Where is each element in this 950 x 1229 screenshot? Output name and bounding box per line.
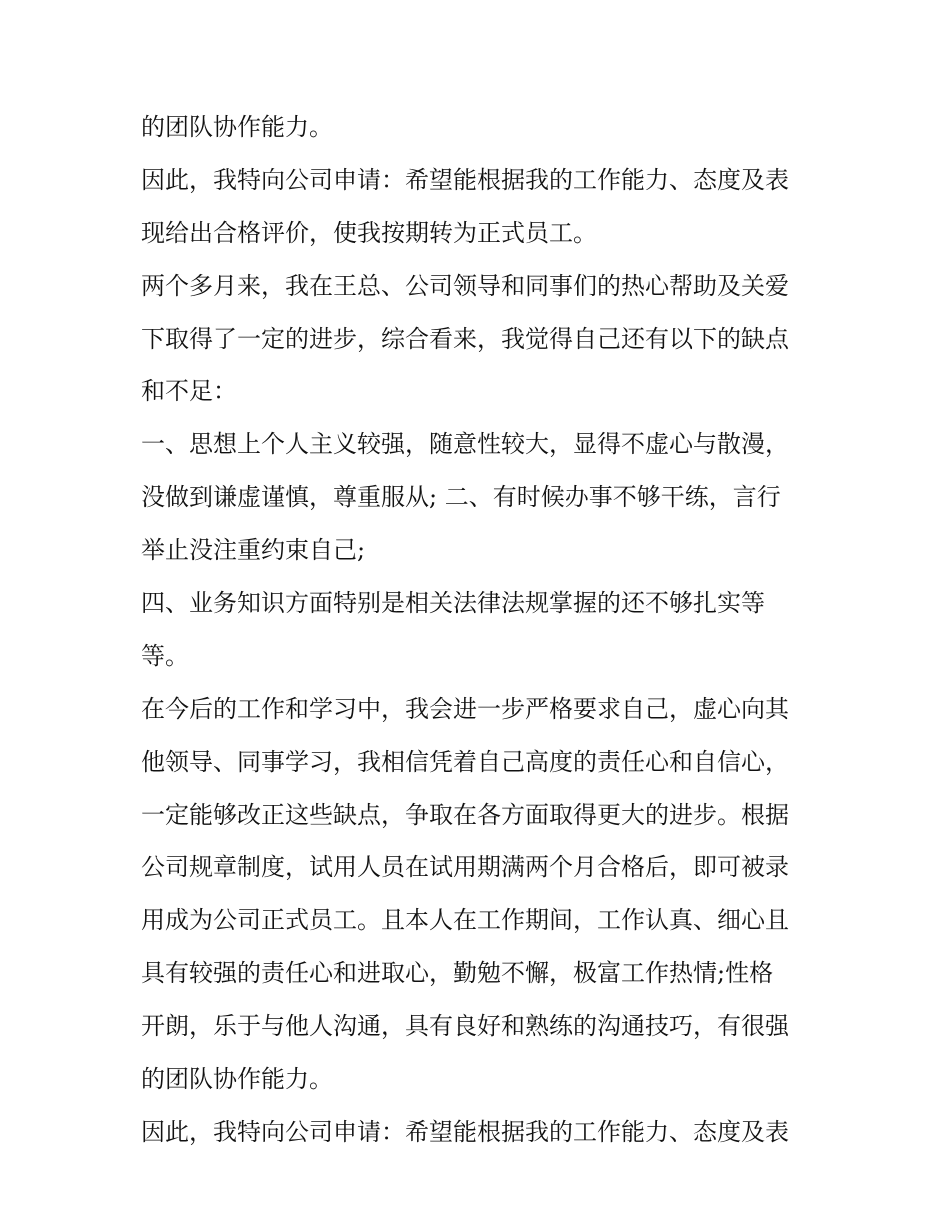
text-line: 四、业务知识方面特别是相关法律法规掌握的还不够扎实等: [141, 589, 765, 618]
text-line: 下取得了一定的进步，综合看来，我觉得自己还有以下的缺点: [141, 324, 789, 353]
text-line: 等。: [141, 641, 189, 670]
text-line: 因此，我特向公司申请：希望能根据我的工作能力、态度及表: [141, 1117, 789, 1146]
text-line: 两个多月来，我在王总、公司领导和同事们的热心帮助及关爱: [141, 271, 789, 300]
text-line: 一定能够改正这些缺点，争取在各方面取得更大的进步。根据: [141, 800, 789, 829]
text-line: 他领导、同事学习，我相信凭着自己高度的责任心和自信心，: [141, 747, 789, 776]
text-line: 举止没注重约束自己;: [141, 536, 366, 565]
text-line: 的团队协作能力。: [141, 113, 333, 141]
text-line: 公司规章制度，试用人员在试用期满两个月合格后，即可被录: [141, 853, 789, 882]
text-line: 具有较强的责任心和进取心，勤勉不懈，极富工作热情;性格: [141, 959, 774, 988]
text-line: 的团队协作能力。: [141, 1065, 333, 1094]
text-line: 一、思想上个人主义较强，随意性较大，显得不虚心与散漫，: [141, 430, 789, 459]
text-line: 没做到谦虚谨慎，尊重服从; 二、有时候办事不够干练，言行: [141, 483, 781, 512]
text-line: 开朗，乐于与他人沟通，具有良好和熟练的沟通技巧，有很强: [141, 1012, 789, 1041]
text-line: 因此，我特向公司申请：希望能根据我的工作能力、态度及表: [141, 165, 789, 194]
text-line: 现给出合格评价，使我按期转为正式员工。: [141, 218, 597, 247]
text-line: 在今后的工作和学习中，我会进一步严格要求自己，虚心向其: [141, 694, 789, 723]
text-line: 和不足：: [141, 377, 237, 406]
text-line: 用成为公司正式员工。且本人在工作期间，工作认真、细心且: [141, 906, 789, 935]
document-body: [141, 107, 821, 1152]
